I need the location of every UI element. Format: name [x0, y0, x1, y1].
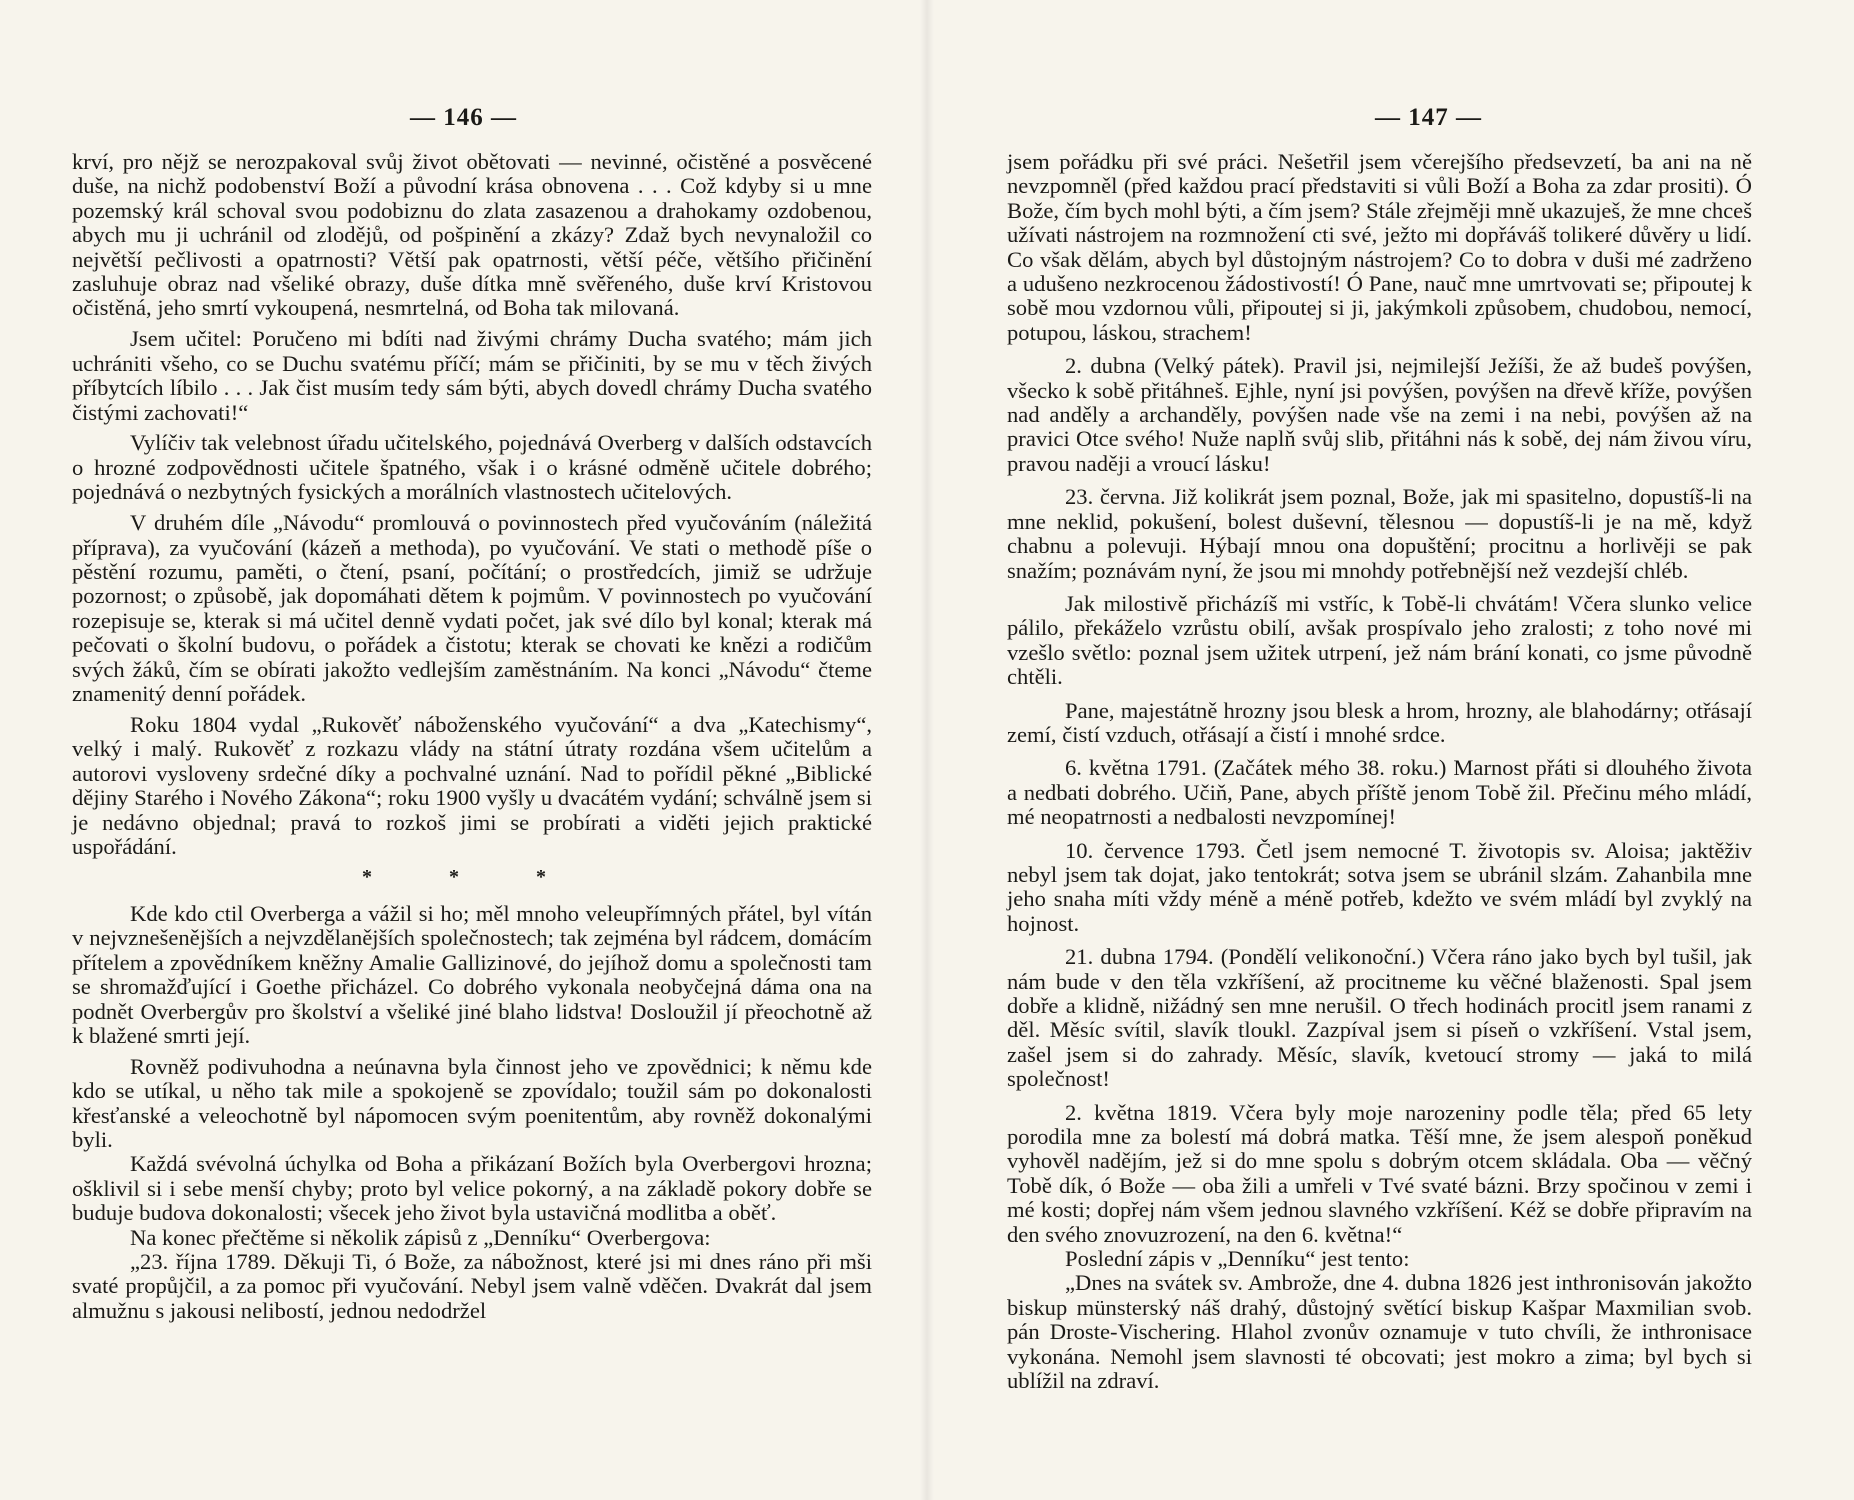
- page-text: [72, 150, 872, 1323]
- paragraph: Rovněž podivuhodna a neúnavna byla činnost jeho ve zpovědnici; k němu kde kdo se utíkal, u něho tak mile a spokojeně se zpovídalo; toužil sám po dokonalosti křesťanské a veleochotně byl nápomocen svým poenitentům, aby rovněž dokonalými byli.: [72, 1053, 872, 1153]
- paragraph: jsem pořádku při své práci. Nešetřil jsem včerejšího předsevzetí, ba ani na ně nevzpomněl (před každou prací představiti si vůli Boží a Boha za zdar prositi). Ó Bože, čím bych mohl býti, a čím jsem? Stále zřejměji mně ukazuješ, že mne chceš užívati nástrojem na rozmnožení cti své, ježto mi dopřáváš tolikeré důvěry u lidí. Co však dělám, abych byl důstojným nástrojem? Co to dobra v duši mé zadrženo a udušeno nezkrocenou žádostivostí! Ó Pane, nauč mne umrtvovati se; připoutej k sobě mou vzdornou vůli, připoutej si ji, jakýmkoli způsobem, chudobou, nemocí, potupou, láskou, strachem!: [1007, 149, 1752, 345]
- paragraph: Vylíčiv tak velebnost úřadu učitelského, pojednává Overberg v dalších odstavcích o hrozné zodpovědnosti učitele špatného, však i o krásné odměně učitele dobrého; pojednává o nezbytných fysických a morálních vlastnostech učitelových.: [72, 430, 872, 505]
- paragraph: krví, pro nějž se nerozpakoval svůj život obětovati — nevinné, očistěné a posvěcené duše, na nichž podobenství Boží a původní krása obnovena . . . Což kdyby si u mne pozemský král schoval svou podobiznu do zlata zasazenou a drahokamy ozdobenou, abych mu ji uchránil od zlodějů, od pošpinění a zkázy? Zdaž bych nevynaložil co největší pečlivosti a opatrnosti? Větší pak opatrnosti, větší péče, většího přičinění zasluhuje obraz nad všeliké obrazy, duše dítka mně svěřeného, duše krví Kristovou očistěná, jeho smrtí vykoupená, nesmrtelná, od Boha tak milovaná.: [72, 149, 872, 321]
- section-separator: * * *: [362, 865, 582, 888]
- paragraph: Jsem učitel: Poručeno mi bdíti nad živými chrámy Ducha svatého; mám jich uchrániti všeho, co se Duchu svatému příčí; mám se přičiniti, by se mu v těch živých příbytcích líbilo . . . Jak čist musím tedy sám býti, abych dovedl chrámy Ducha svatého čistými zachovati!“: [72, 326, 872, 425]
- paragraph: Poslední zápis v „Denníku“ jest tento:: [1065, 1246, 1410, 1272]
- paragraph: 2. dubna (Velký pátek). Pravil jsi, nejmilejší Ježíši, že až budeš povýšen, všecko k sobě přitáhneš. Ejhle, nyní jsi povýšen, povýšen na dřevě kříže, povýšen nad anděly a archanděly, povýšen nade vše na zemi i na nebi, povýšen až na pravici Otce svého! Nuže naplň svůj slib, přitáhni nás k sobě, dej nám živou víru, pravou naději a vroucí lásku!: [1007, 353, 1752, 476]
- page-text: [1007, 150, 1752, 1394]
- paragraph: „Dnes na svátek sv. Ambrože, dne 4. dubna 1826 jest inthronisován jakožto biskup münsterský náš drahý, důstojný světící biskup Kašpar Maxmilian svob. pán Droste-Vischering. Hlahol zvonův oznamuje v tuto chvíli, že inthronisace vykonána. Nemohl jsem slavnosti té obcovati; jest mokro a zima; byl bych si ublížil na zdraví.: [1007, 1270, 1752, 1394]
- paragraph: Kde kdo ctil Overberga a vážil si ho; měl mnoho veleupřímných přátel, byl vítán v nejvznešenějších a nejvzdělanějších společnostech; tak zejména byl rádcem, domácím přítelem a zpovědníkem kněžny Amalie Gallizinové, do jejíhož domu a společnosti tam se shromažďující i Goethe přicházel. Co dobrého vykonala neobyčejná dáma ona na podnět Overbergův pro školství a všeliké jiné blaho lidstva! Dosloužil jí přeochotně až k blažené smrti její.: [72, 900, 872, 1048]
- paragraph: Na konec přečtěme si několik zápisů z „Denníku“ Overbergova:: [130, 1224, 711, 1250]
- paragraph: Pane, majestátně hrozny jsou blesk a hrom, hrozny, ale blahodárny; otřásají zemí, čistí vzduch, otřásají a čistí i mnohé srdce.: [1007, 697, 1752, 747]
- paragraph: 23. června. Již kolikrát jsem poznal, Bože, jak mi spasitelno, dopustíš-li na mne neklid, pokušení, bolest duševní, tělesnou — dopustíš-li je na mě, když chabnu a polevuji. Hýbají mnou ona dopuštění; procitnu a horlivěji se pak snažím; poznávám nyní, že jsou mi mnohdy potřebnější než vezdejší chléb.: [1007, 484, 1752, 583]
- paragraph: 10. července 1793. Četl jsem nemocné T. životopis sv. Aloisa; jaktěživ nebyl jsem tak dojat, jako tentokrát; sotva jsem se ubránil slzám. Zahanbila mne jeho snaha míti vždy méně a méně potřeb, kdežto ve svém mládí byl zvyklý na hojnost.: [1007, 837, 1752, 936]
- page-number: — 147 —: [1375, 104, 1482, 131]
- right-page: [927, 0, 1854, 1500]
- paragraph: 2. května 1819. Včera byly moje narozeniny podle těla; před 65 lety porodila mne za bolestí má dobrá matka. Těší mne, že jsem alespoň poněkud vyhověl nadějím, jež si do mne spolu s dobrým otcem skládala. Oba — věčný Tobě dík, ó Bože — oba žili a umřeli v Tvé svaté bázni. Brzy spočinou v zemi i mé kosti; dopřej nám všem jednou slavného vzkříšení. Kéž se dobře připravím na den svého znovuzrození, na den 6. května!“: [1007, 1099, 1752, 1247]
- paragraph: Roku 1804 vydal „Rukověť náboženského vyučování“ a dva „Katechismy“, velký i malý. Rukověť z rozkazu vlády na státní útraty rozdána všem učitelům a autorovi vysloveny srdečné díky a pochvalné uznání. Nad to pořídil pěkné „Biblické dějiny Starého i Nového Zákona“; roku 1900 vyšly u dvacátém vydání; schválně jsem si je nedávno objednal; pravá to rozkoš jimi se probírati a viděti jejich praktické uspořádání.: [72, 711, 872, 859]
- paragraph: 6. května 1791. (Začátek mého 38. roku.) Marnost přáti si dlouhého života a nedbati dobrého. Učiň, Pane, abych příště jenom Tobě žil. Přečinu mého mládí, mé neopatrnosti a nedbalosti nevzpomínej!: [1007, 755, 1752, 830]
- paragraph: V druhém díle „Návodu“ promlouvá o povinnostech před vyučováním (náležitá příprava), za vyučování (kázeň a methoda), po vyučování. Ve stati o methodě píše o pěstění rozumu, paměti, o čtení, psaní, počítání; o prostředcích, jimiž se udržuje pozornost; o způsobě, jak dopomáhati dětem k pojmům. V povinnostech po vyučování rozepisuje se, kterak si má učitel denně vydati počet, jak své dílo byl konal; kterak má pečovati o školní budovu, o pořádek a čistotu; kterak se chovati ke knězi a rodičům svých žáků, čím se obírati jakožto vedlejším zaměstnáním. Na konci „Návodu“ čteme znamenitý denní pořádek.: [72, 510, 872, 707]
- paragraph: 21. dubna 1794. (Pondělí velikonoční.) Včera ráno jako bych byl tušil, jak nám bude v den těla vzkříšení, až procitneme ku věčné blaženosti. Spal jsem dobře a klidně, nižádný sen mne nerušil. O třech hodinách procitl jsem ranami z děl. Měsíc svítil, slavík tloukl. Zazpíval jsem si píseň o vzkříšení. Vstal jsem, zašel jsem si do zahrady. Měsíc, slavík, kvetoucí stromy — jaká to milá společnost!: [1007, 944, 1752, 1092]
- paragraph: Každá svévolná úchylka od Boha a přikázaní Božích byla Overbergovi hrozna; ošklivil si i sebe menší chyby; proto byl velice pokorný, a na základě pokory dobře se buduje budova dokonalosti; všecek jeho život byla ustavičná modlitba a oběť.: [72, 1151, 872, 1226]
- page-number: — 146 —: [410, 104, 517, 131]
- paragraph: „23. října 1789. Děkuji Ti, ó Bože, za nábožnost, které jsi mi dnes ráno při mši svaté propůjčil, a za pomoc při vyučování. Nebyl jsem valně vděčen. Dvakrát dal jsem almužnu s jakousi nelibostí, jednou nedodržel: [72, 1249, 872, 1323]
- paragraph: Jak milostivě přicházíš mi vstříc, k Tobě-li chvátám! Včera slunko velice pálilo, překáželo vzrůstu obilí, avšak prospívalo jeho zralosti; z toho nové mi vzešlo světlo: poznal jsem užitek utrpení, jež nám brání konati, co jsme původně chtěli.: [1007, 590, 1752, 690]
